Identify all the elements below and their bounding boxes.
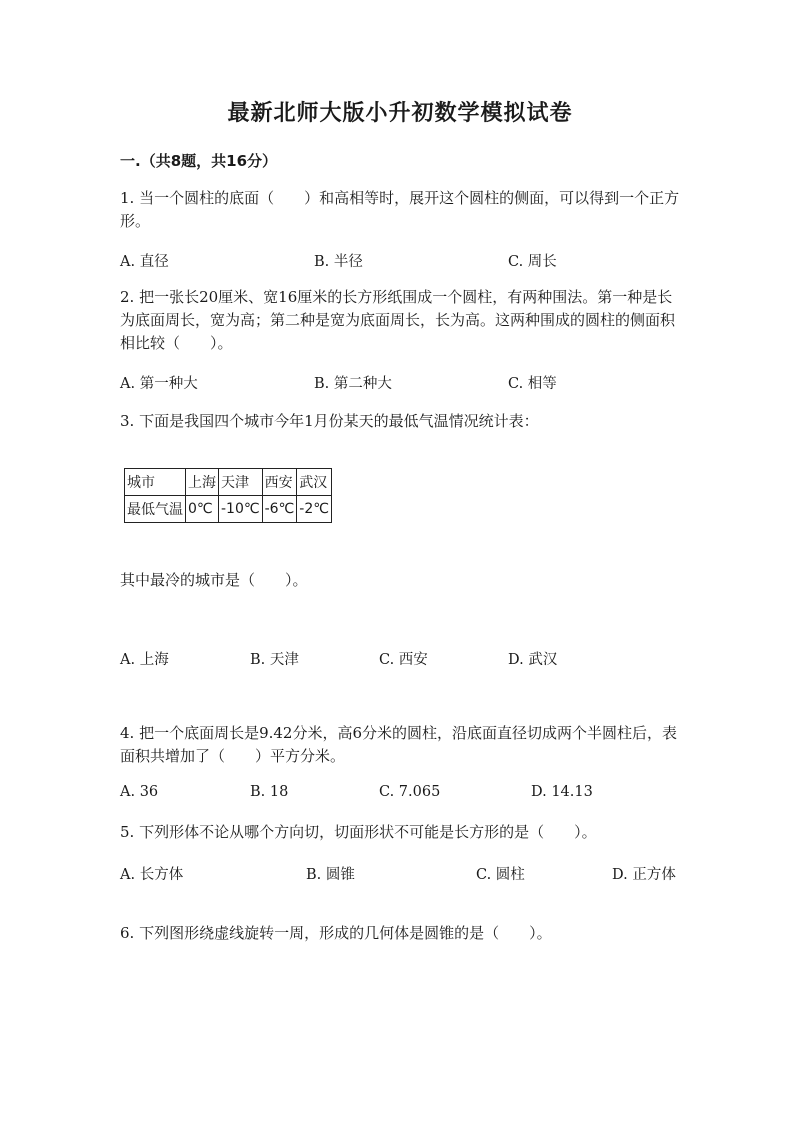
option-c[interactable]: C. 西安 xyxy=(379,652,428,668)
question-2-text: 2. 把一张长20厘米、宽16厘米的长方形纸围成一个圆柱，有两种围法。第一种是长为底面周长，宽为高；第二种是宽为底面周长，长为高。这两种围成的圆柱的侧面积相比较（ ）。 xyxy=(120,288,676,352)
table-cell: -2℃ xyxy=(297,496,332,523)
option-b[interactable]: B. 半径 xyxy=(314,254,363,270)
option-a[interactable]: A. 长方体 xyxy=(120,867,184,883)
option-b[interactable]: B. 天津 xyxy=(250,652,299,668)
question-3-prompt: 其中最冷的城市是（ ）。 xyxy=(120,571,308,589)
table-cell: -6℃ xyxy=(262,496,297,523)
table-cell: 最低气温 xyxy=(125,496,186,523)
option-b[interactable]: B. 18 xyxy=(250,784,289,800)
table-cell: 武汉 xyxy=(297,469,332,496)
question-4-text: 4. 把一个底面周长是9.42分米，高6分米的圆柱，沿底面直径切成两个半圆柱后，表面积共增加了（ ）平方分米。 xyxy=(120,724,678,765)
question-2-options xyxy=(120,372,680,396)
table-header-row xyxy=(125,469,332,496)
option-d[interactable]: D. 14.13 xyxy=(531,784,593,800)
question-3-text: 3. 下面是我国四个城市今年1月份某天的最低气温情况统计表： xyxy=(120,412,539,430)
question-5-options xyxy=(120,863,680,887)
table-cell: 西安 xyxy=(262,469,297,496)
option-a[interactable]: A. 36 xyxy=(120,784,159,800)
table-cell: 天津 xyxy=(219,469,263,496)
option-b[interactable]: B. 第二种大 xyxy=(314,376,392,392)
option-a[interactable]: A. 直径 xyxy=(120,254,169,270)
question-1-text: 1. 当一个圆柱的底面（ ）和高相等时，展开这个圆柱的侧面，可以得到一个正方形。 xyxy=(120,189,680,230)
option-c[interactable]: C. 相等 xyxy=(508,376,557,392)
page-title: 最新北师大版小升初数学模拟试卷 xyxy=(227,101,573,126)
question-4-options xyxy=(120,784,680,808)
option-d[interactable]: D. 武汉 xyxy=(508,652,558,668)
question-1-options xyxy=(120,250,680,274)
option-c[interactable]: C. 周长 xyxy=(508,254,557,270)
option-a[interactable]: A. 第一种大 xyxy=(120,376,198,392)
option-d[interactable]: D. 正方体 xyxy=(612,867,676,883)
temperature-table xyxy=(124,468,332,523)
option-a[interactable]: A. 上海 xyxy=(120,652,169,668)
question-3-options xyxy=(120,648,680,672)
question-6-text: 6. 下列图形绕虚线旋转一周，形成的几何体是圆锥的是（ ）。 xyxy=(120,924,552,942)
table-cell: 上海 xyxy=(186,469,219,496)
option-b[interactable]: B. 圆锥 xyxy=(306,867,355,883)
table-cell: -10℃ xyxy=(219,496,263,523)
table-row xyxy=(125,496,332,523)
section-header: 一.（共8题，共16分） xyxy=(120,152,278,170)
table-cell: 0℃ xyxy=(186,496,219,523)
table-cell: 城市 xyxy=(125,469,186,496)
option-c[interactable]: C. 7.065 xyxy=(379,784,441,800)
option-c[interactable]: C. 圆柱 xyxy=(476,867,525,883)
question-5-text: 5. 下列形体不论从哪个方向切，切面形状不可能是长方形的是（ ）。 xyxy=(120,823,597,841)
